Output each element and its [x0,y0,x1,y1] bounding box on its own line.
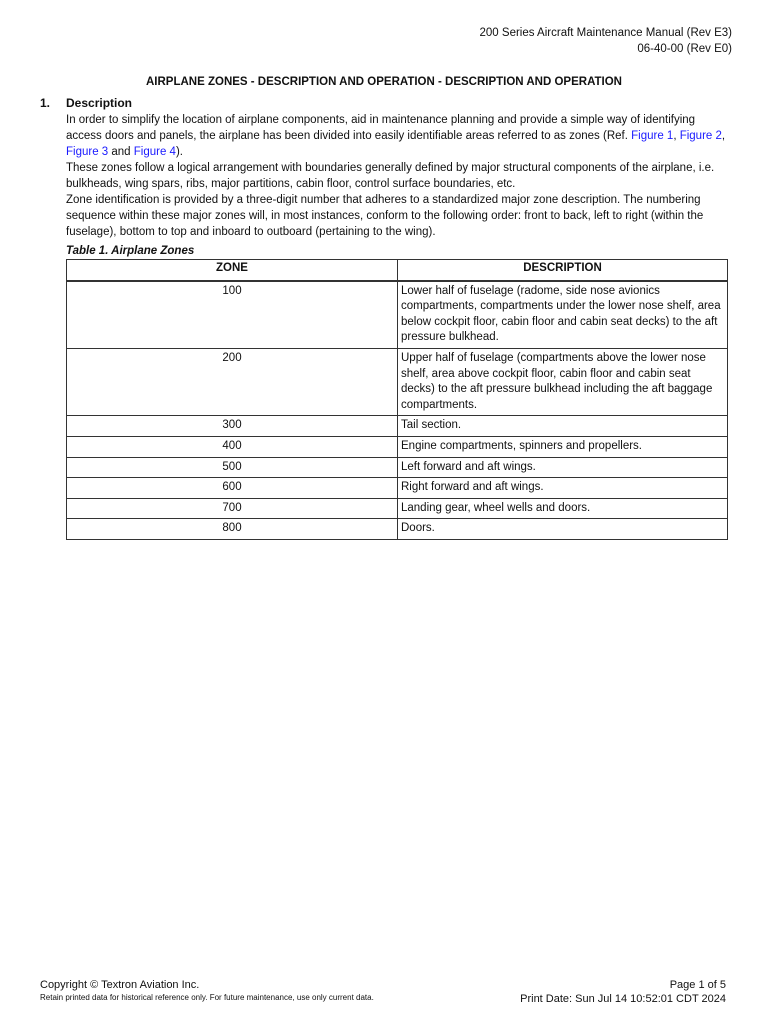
chapter-reference: 06-40-00 (Rev E0) [637,43,732,55]
table-row [67,281,728,349]
paragraph-text: In order to simplify the location of airplane components, aid in maintenance planning and provide a simple way of identifying access doors and panels, the airplane has been divided into easily identifiable areas referred to as zones (Ref. [66,114,696,142]
zone-cell: 300 [67,416,398,437]
paragraph-boundaries: These zones follow a logical arrangement with boundaries generally defined by major structural components of the airplane, i.e. bulkheads, wing spars, ribs, major partitions, cabin floor, control surface boundaries, etc. [66,162,715,190]
description-cell: Right forward and aft wings. [398,478,728,499]
zone-cell: 200 [67,348,398,415]
footer-right [520,978,726,1006]
page-number: Page 1 of 5 [669,979,726,991]
paragraph-zones-intro [66,112,732,160]
separator: , [721,130,726,142]
print-date: Print Date: Sun Jul 14 10:52:01 CDT 2024 [520,993,726,1005]
table-row [67,457,728,478]
paragraph-text: ). [175,146,183,158]
description-cell: Engine compartments, spinners and propellers. [398,436,728,457]
description-cell: Upper half of fuselage (compartments above the lower nose shelf, area above cockpit floor, cabin floor and cabin seat decks) to the aft pressure bulkhead including the aft baggage compartments. [398,348,728,415]
description-cell: Doors. [398,519,728,540]
zone-cell: 800 [67,519,398,540]
zone-cell: 100 [67,281,398,349]
paragraph-numbering: Zone identification is provided by a three-digit number that adheres to a standardized major zone description. The numbering sequence within these major zones will, in most instances, conform to the following order: front to back, left to right (within the fuselage), bottom to top and inboard to outboard (pertaining to the wing). [66,194,704,238]
airplane-zones-table [66,259,728,540]
table-caption: Table 1. Airplane Zones [66,245,195,257]
section-title: Description [66,96,133,110]
description-cell: Landing gear, wheel wells and doors. [398,498,728,519]
zone-cell: 600 [67,478,398,499]
zone-cell: 700 [67,498,398,519]
zone-cell: 400 [67,436,398,457]
figure-1-link[interactable]: Figure 1 [631,130,674,142]
table-row [67,498,728,519]
table-row [67,348,728,415]
document-title: AIRPLANE ZONES - DESCRIPTION AND OPERATION - DESCRIPTION AND OPERATION [146,76,622,88]
section-heading [40,96,132,110]
copyright-notice: Copyright © Textron Aviation Inc. [40,979,200,991]
figure-3-link[interactable]: Figure 3 [66,146,109,158]
zone-column-header: ZONE [67,260,398,281]
description-cell: Tail section. [398,416,728,437]
manual-title: 200 Series Aircraft Maintenance Manual (Rev E3) [479,27,732,39]
table-row [67,436,728,457]
description-body [66,112,732,240]
description-cell: Left forward and aft wings. [398,457,728,478]
zone-cell: 500 [67,457,398,478]
separator: and [108,146,134,158]
retention-notice: Retain printed data for historical reference only. For future maintenance, use only current data. [40,993,374,1002]
section-number: 1. [40,96,51,110]
figure-4-link[interactable]: Figure 4 [133,146,176,158]
page-header [480,25,732,57]
table-row [67,519,728,540]
description-column-header: DESCRIPTION [398,260,728,281]
figure-2-link[interactable]: Figure 2 [679,130,722,142]
table-row [67,416,728,437]
table-header-row [67,260,728,281]
table-row [67,478,728,499]
separator: , [673,130,680,142]
footer-left [40,978,374,1004]
description-cell: Lower half of fuselage (radome, side nose avionics compartments, compartments under the lower nose shelf, area below cockpit floor, cabin floor and cabin seat decks) to the aft pressure bulkhead. [398,281,728,349]
